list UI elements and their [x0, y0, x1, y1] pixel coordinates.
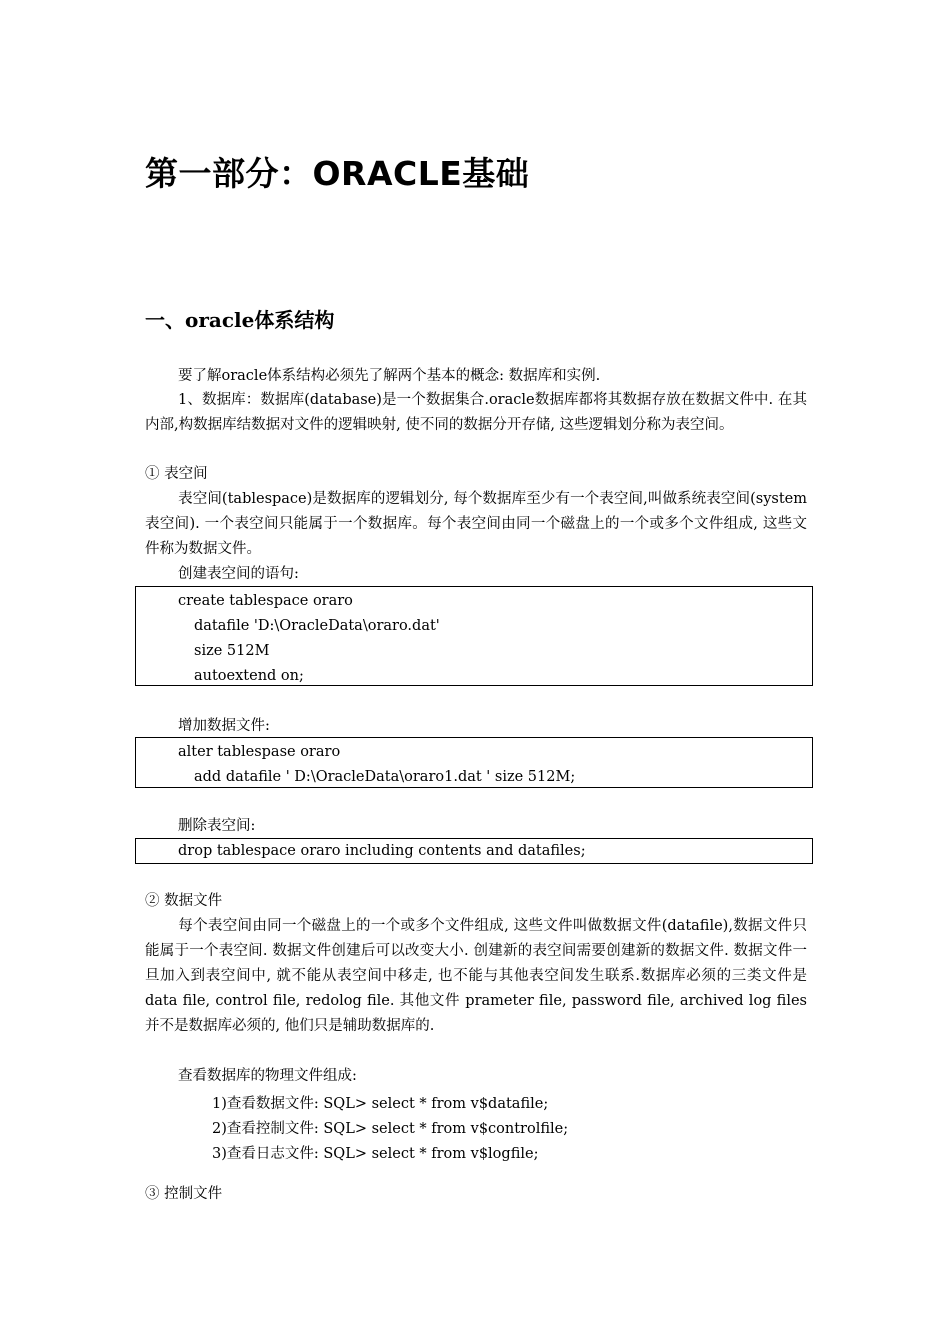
intro-paragraph: 要了解oracle体系结构必须先了解两个基本的概念: 数据库和实例.: [178, 368, 601, 384]
code-line: alter tablespase oraro: [178, 744, 341, 760]
query-label: 查看数据库的物理文件组成:: [178, 1068, 357, 1084]
section-heading: 一、oracle体系结构: [145, 308, 335, 332]
datafile-paragraph-text: 每个表空间由同一个磁盘上的一个或多个文件组成, 这些文件叫做数据文件(datafile),数据文件只能属于一个表空间. 数据文件创建后可以改变大小. 创建新的表空间需要创建新的数据文件. 数据文件一旦加入到表空间中, 就不能从表空间中移走, 也不能与其他表空间发生联系.数据库必须的三类文件是 data file, control file, redolog file. 其他文件 prameter file, password file, archived log files并不是数据库必须的, 他们只是辅助数据库的.: [145, 918, 807, 1034]
tablespace-heading: ① 表空间: [145, 466, 208, 482]
datafile-heading: ② 数据文件: [145, 893, 223, 909]
create-tablespace-code: [135, 586, 813, 686]
code-line: create tablespace oraro: [178, 593, 353, 609]
query-datafile: 1)查看数据文件: SQL> select * from v$datafile;: [212, 1096, 549, 1112]
create-tablespace-label: 创建表空间的语句:: [178, 566, 299, 582]
code-line: drop tablespace oraro including contents and datafiles;: [178, 843, 586, 859]
page-title: 第一部分：ORACLE基础: [145, 154, 530, 193]
add-datafile-label: 增加数据文件:: [178, 718, 270, 734]
query-logfile: 3)查看日志文件: SQL> select * from v$logfile;: [212, 1146, 539, 1162]
tablespace-paragraph-text: 表空间(tablespace)是数据库的逻辑划分, 每个数据库至少有一个表空间,叫做系统表空间(system 表空间). 一个表空间只能属于一个数据库。每个表空间由同一个磁盘上的一个或多个文件组成, 这些文件称为数据文件。: [145, 491, 807, 557]
tablespace-paragraph: [145, 487, 807, 562]
drop-tablespace-code: [135, 838, 813, 864]
database-paragraph: [145, 388, 807, 438]
code-line: datafile 'D:\OracleData\oraro.dat': [194, 618, 440, 634]
query-controlfile: 2)查看控制文件: SQL> select * from v$controlfile;: [212, 1121, 569, 1137]
add-datafile-code: [135, 737, 813, 788]
code-line: add datafile ' D:\OracleData\oraro1.dat ' size 512M;: [194, 769, 576, 785]
code-line: size 512M: [194, 643, 270, 659]
datafile-paragraph: [145, 914, 807, 1039]
controlfile-heading: ③ 控制文件: [145, 1186, 223, 1202]
code-line: autoextend on;: [194, 668, 304, 684]
database-paragraph-text: 1、数据库：数据库(database)是一个数据集合.oracle数据库都将其数据存放在数据文件中. 在其内部,构数据库结数据对文件的逻辑映射, 使不同的数据分开存储, 这些逻辑划分称为表空间。: [145, 392, 807, 433]
drop-tablespace-label: 删除表空间:: [178, 818, 256, 834]
